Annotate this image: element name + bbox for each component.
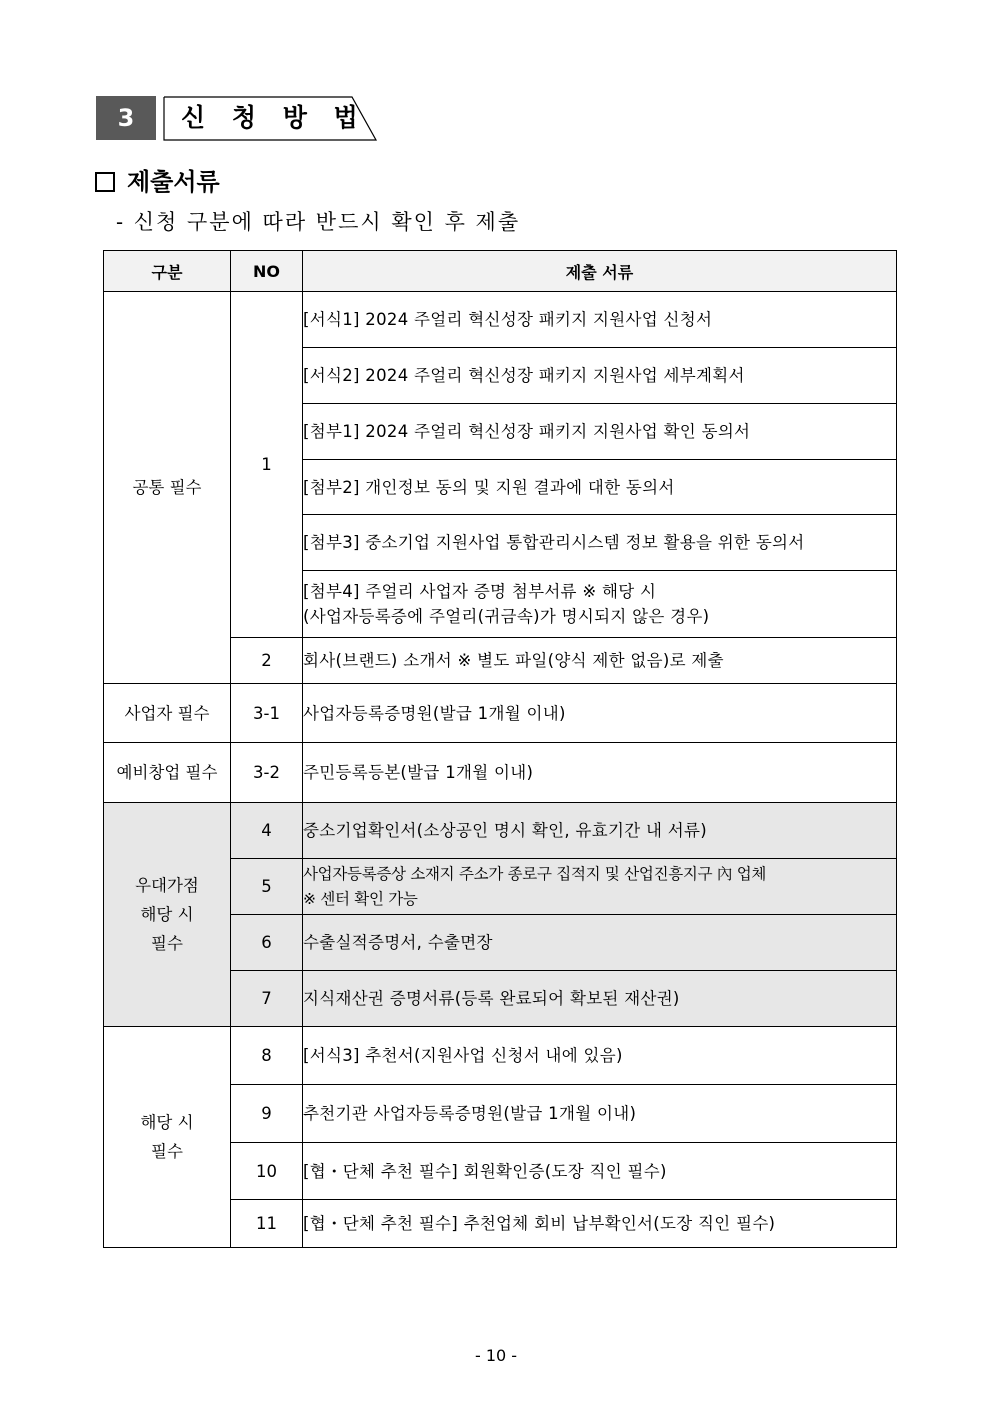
subsection-note: - 신청 구분에 따라 반드시 확인 후 제출 bbox=[116, 210, 521, 234]
table-row bbox=[104, 684, 897, 743]
row-no: 7 bbox=[231, 971, 303, 1027]
checkbox-icon bbox=[95, 172, 115, 192]
table-header-row bbox=[104, 251, 897, 292]
header-category: 구분 bbox=[104, 251, 231, 292]
documents-table bbox=[103, 250, 897, 1248]
doc-cell: [첨부3] 중소기업 지원사업 통합관리시스템 정보 활용을 위한 동의서 bbox=[303, 515, 897, 571]
row-no: 10 bbox=[231, 1143, 303, 1200]
row-no: 9 bbox=[231, 1085, 303, 1143]
doc-cell: 수출실적증명서, 수출면장 bbox=[303, 915, 897, 971]
doc-line: [첨부4] 주얼리 사업자 증명 첨부서류 ※ 해당 시 bbox=[303, 582, 657, 601]
page-number: - 10 - bbox=[474, 1346, 518, 1365]
category-prestartup: 예비창업 필수 bbox=[104, 743, 231, 803]
subsection-title: 제출서류 bbox=[127, 168, 220, 196]
row-no: 6 bbox=[231, 915, 303, 971]
doc-cell: [서식3] 추천서(지원사업 신청서 내에 있음) bbox=[303, 1027, 897, 1085]
category-line: 필수 bbox=[151, 934, 183, 953]
doc-line: (사업자등록증에 주얼리(귀금속)가 명시되지 않은 경우) bbox=[303, 607, 710, 626]
category-common: 공통 필수 bbox=[104, 292, 231, 684]
doc-cell bbox=[303, 859, 897, 915]
doc-cell: 주민등록등본(발급 1개월 이내) bbox=[303, 743, 897, 803]
subsection-heading bbox=[95, 166, 220, 198]
table-row bbox=[104, 1027, 897, 1085]
doc-cell: [서식2] 2024 주얼리 혁신성장 패키지 지원사업 세부계획서 bbox=[303, 348, 897, 404]
doc-cell: 회사(브랜드) 소개서 ※ 별도 파일(양식 제한 없음)로 제출 bbox=[303, 638, 897, 684]
category-line: 우대가점 bbox=[135, 876, 199, 895]
doc-cell: [첨부2] 개인정보 동의 및 지원 결과에 대한 동의서 bbox=[303, 460, 897, 515]
doc-line: 사업자등록증상 소재지 주소가 종로구 집적지 및 산업진흥지구 內 업체 bbox=[303, 864, 767, 883]
row-no: 4 bbox=[231, 803, 303, 859]
header-docs: 제출 서류 bbox=[303, 251, 897, 292]
table-row bbox=[104, 743, 897, 803]
category-bonus bbox=[104, 803, 231, 1027]
doc-cell: 중소기업확인서(소상공인 명시 확인, 유효기간 내 서류) bbox=[303, 803, 897, 859]
row-no: 3-1 bbox=[231, 684, 303, 743]
row-no: 2 bbox=[231, 638, 303, 684]
category-line: 필수 bbox=[151, 1142, 183, 1161]
doc-line: ※ 센터 확인 가능 bbox=[303, 889, 418, 908]
doc-cell: [협・단체 추천 필수] 추천업체 회비 납부확인서(도장 직인 필수) bbox=[303, 1200, 897, 1248]
category-line: 해당 시 bbox=[140, 905, 194, 924]
category-applicable bbox=[104, 1027, 231, 1248]
doc-cell: [첨부1] 2024 주얼리 혁신성장 패키지 지원사업 확인 동의서 bbox=[303, 404, 897, 460]
table-row bbox=[104, 292, 897, 348]
row-no: 8 bbox=[231, 1027, 303, 1085]
doc-cell: 지식재산권 증명서류(등록 완료되어 확보된 재산권) bbox=[303, 971, 897, 1027]
doc-cell: 추천기관 사업자등록증명원(발급 1개월 이내) bbox=[303, 1085, 897, 1143]
doc-cell: [서식1] 2024 주얼리 혁신성장 패키지 지원사업 신청서 bbox=[303, 292, 897, 348]
category-business: 사업자 필수 bbox=[104, 684, 231, 743]
section-title: 신 청 방 법 bbox=[181, 103, 367, 132]
section-number: 3 bbox=[96, 96, 156, 140]
category-line: 해당 시 bbox=[140, 1113, 194, 1132]
row-no: 11 bbox=[231, 1200, 303, 1248]
doc-cell: 사업자등록증명원(발급 1개월 이내) bbox=[303, 684, 897, 743]
row-no: 1 bbox=[231, 292, 303, 638]
row-no: 5 bbox=[231, 859, 303, 915]
section-title-box bbox=[163, 96, 379, 141]
table-row bbox=[104, 803, 897, 859]
row-no: 3-2 bbox=[231, 743, 303, 803]
doc-cell bbox=[303, 571, 897, 638]
header-no: NO bbox=[231, 251, 303, 292]
doc-cell: [협・단체 추천 필수] 회원확인증(도장 직인 필수) bbox=[303, 1143, 897, 1200]
